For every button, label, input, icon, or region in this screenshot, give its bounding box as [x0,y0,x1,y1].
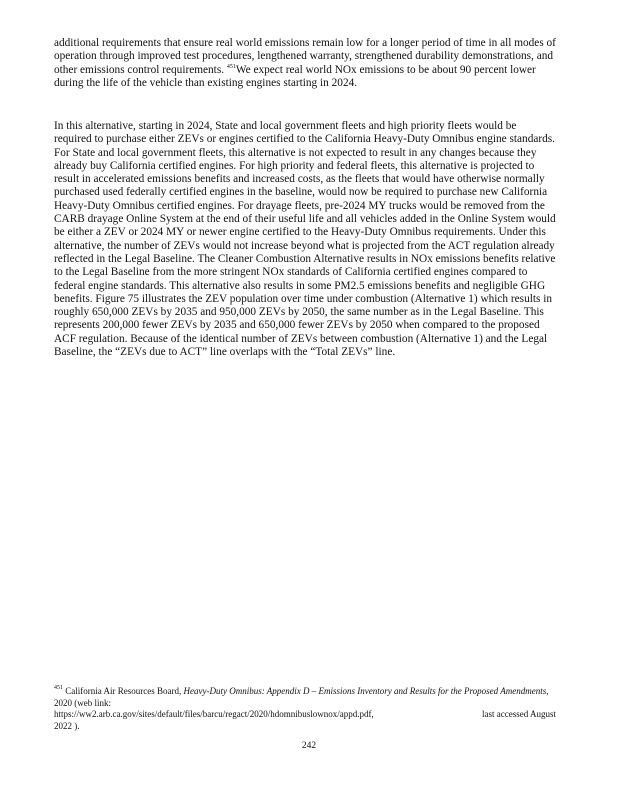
footnote [54,686,556,732]
footnote-accessed-end: 2022 ). [54,720,80,731]
footnote-url[interactable]: https://ww2.arb.ca.gov/sites/default/files/barcu/regact/2020/hdomnibuslownox/appd.pdf, [54,709,374,719]
footnote-url-line [54,709,556,721]
footnote-author: California Air Resources Board, [65,686,182,696]
footnote-line-1 [54,686,556,709]
paragraph-1-text: additional requirements that ensure real world emissions remain low for a longer period of time in all modes of operation through improved test procedures, lengthened warranty, strengthened durability demonstrations, and other emissions control requirements. [54,37,556,76]
footnote-accessed: last accessed August [482,709,556,719]
body-paragraph-1 [54,37,556,90]
footnote-title: Heavy-Duty Omnibus: Appendix D – Emissions Inventory and Results for the Proposed Amendments [183,686,547,696]
page-number: 242 [301,741,317,751]
footnote-reference[interactable]: 451 [226,63,236,70]
footnote-date: , 2020 (web link: [54,686,549,708]
footnote-number: 451 [54,685,63,691]
paragraph-1-text-after: We expect real world NOx emissions to be about 90 percent lower during the life of the vehicle than existing engines starting in 2024. [54,63,536,89]
body-paragraph-2: In this alternative, starting in 2024, State and local government fleets and high priority fleets would be required to purchase either ZEVs or engines certified to the California Heavy-Duty Omnibus engine standards. For State and local government fleets, this alternative is not expected to result in any changes because they already buy California certified engines. For high priority and federal fleets, this alternative is projected to result in accelerated emissions benefits and increased costs, as the fleets that would have otherwise normally purchased used federally certified engines in the baseline, would now be required to purchase new California Heavy-Duty Omnibus certified engines. For drayage fleets, pre-2024 MY trucks would be removed from the CARB drayage Online System at the end of their useful life and all vehicles added in the Online System would be either a ZEV or 2024 MY or newer engine certified to the Heavy-Duty Omnibus requirements. Under this alternative, the number of ZEVs would not increase beyond what is projected from the ACT regulation already reflected in the Legal Baseline. The Cleaner Combustion Alternative results in NOx emissions benefits relative to the Legal Baseline from the more stringent NOx standards of California certified engines compared to federal engine standards. This alternative also results in some PM2.5 emissions benefits and negligible GHG benefits. Figure 75 illustrates the ZEV population over time under combustion (Alternative 1) which results in roughly 650,000 ZEVs by 2035 and 950,000 ZEVs by 2050, the same number as in the Legal Baseline. This represents 200,000 fewer ZEVs by 2035 and 650,000 fewer ZEVs by 2050 when compared to the proposed ACF regulation. Because of the identical number of ZEVs between combustion (Alternative 1) and the Legal Baseline, the “ZEVs due to ACT” line overlaps with the “Total ZEVs” line. [54,120,556,359]
